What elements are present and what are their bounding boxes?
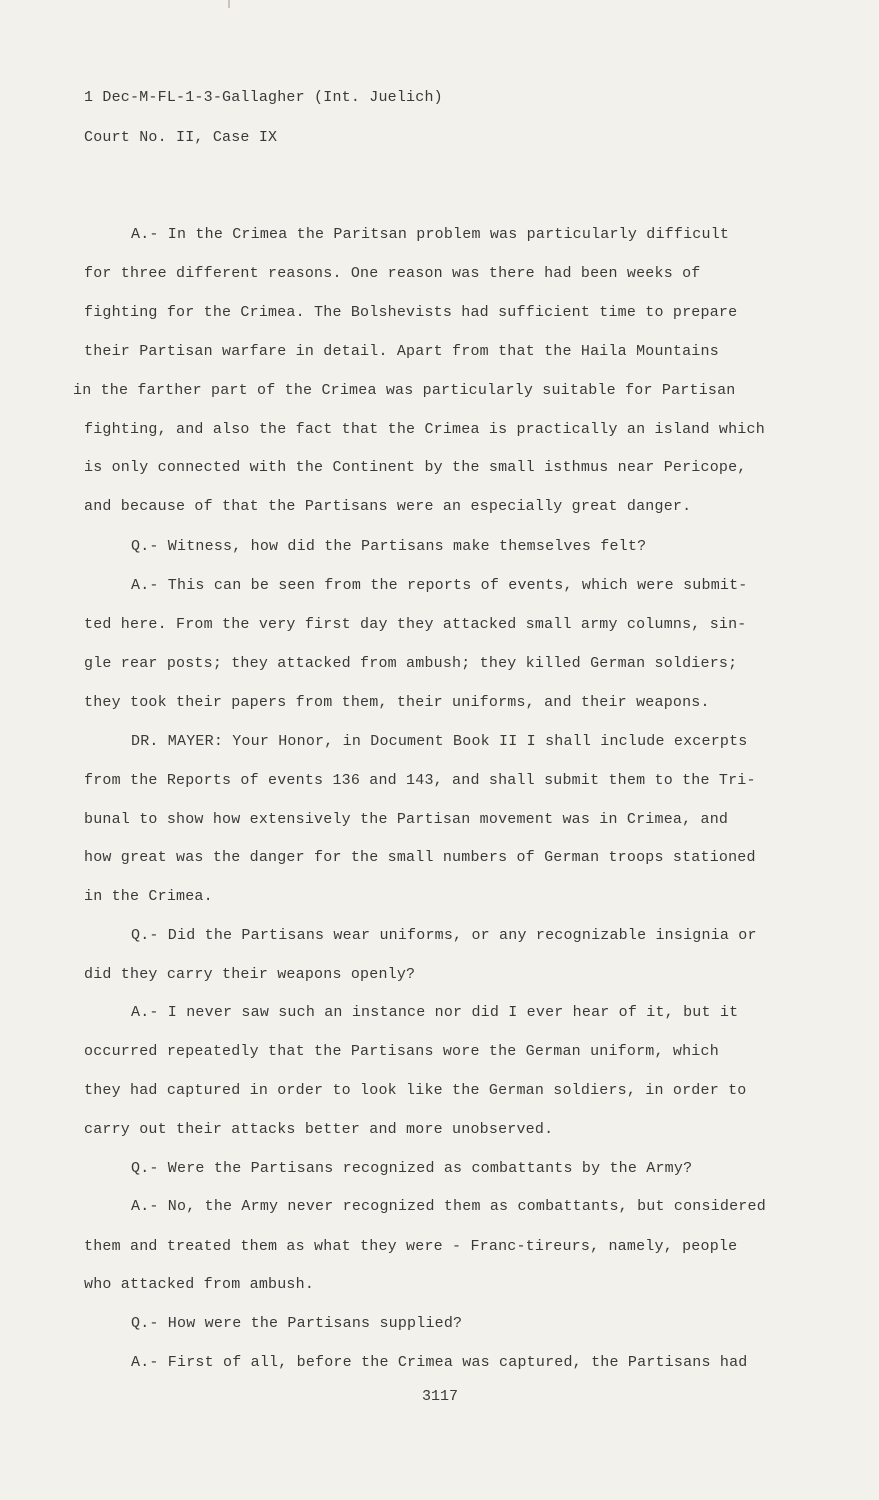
transcript-line: for three different reasons. One reason was there had been weeks of <box>84 265 701 282</box>
transcript-line: they had captured in order to look like the German soldiers, in order to <box>84 1082 747 1099</box>
transcript-line: bunal to show how extensively the Partisan movement was in Crimea, and <box>84 811 729 828</box>
transcript-line: in the Crimea. <box>84 888 213 905</box>
transcript-line: occurred repeatedly that the Partisans wore the German uniform, which <box>84 1043 719 1060</box>
transcript-line: how great was the danger for the small numbers of German troops stationed <box>84 849 756 866</box>
transcript-line: Q.- Did the Partisans wear uniforms, or any recognizable insignia or <box>131 927 757 944</box>
page-mark <box>228 0 230 8</box>
transcript-line: is only connected with the Continent by the small isthmus near Pericope, <box>84 459 747 476</box>
transcript-line: A.- No, the Army never recognized them as combattants, but considered <box>131 1198 766 1215</box>
document-reference: 1 Dec-M-FL-1-3-Gallagher (Int. Juelich) <box>84 89 443 106</box>
transcript-line: carry out their attacks better and more unobserved. <box>84 1121 554 1138</box>
transcript-line: them and treated them as what they were - Franc-tireurs, namely, people <box>84 1238 738 1255</box>
transcript-line: from the Reports of events 136 and 143, and shall submit them to the Tri- <box>84 772 756 789</box>
transcript-line: A.- First of all, before the Crimea was captured, the Partisans had <box>131 1354 748 1371</box>
transcript-line: A.- In the Crimea the Paritsan problem was particularly difficult <box>131 226 730 243</box>
transcript-line: Q.- Were the Partisans recognized as combattants by the Army? <box>131 1160 693 1177</box>
transcript-line: gle rear posts; they attacked from ambush; they killed German soldiers; <box>84 655 738 672</box>
transcript-line: did they carry their weapons openly? <box>84 966 416 983</box>
transcript-line: A.- I never saw such an instance nor did I ever hear of it, but it <box>131 1004 739 1021</box>
transcript-line: ted here. From the very first day they attacked small army columns, sin- <box>84 616 747 633</box>
page-number: 3117 <box>422 1388 459 1405</box>
transcript-line: their Partisan warfare in detail. Apart from that the Haila Mountains <box>84 343 719 360</box>
transcript-line: they took their papers from them, their uniforms, and their weapons. <box>84 694 710 711</box>
transcript-line: Q.- How were the Partisans supplied? <box>131 1315 463 1332</box>
transcript-line: and because of that the Partisans were an especially great danger. <box>84 498 692 515</box>
court-case-line: Court No. II, Case IX <box>84 129 278 146</box>
transcript-line: in the farther part of the Crimea was particularly suitable for Partisan <box>73 382 736 399</box>
transcript-line: A.- This can be seen from the reports of events, which were submit- <box>131 577 748 594</box>
transcript-line: Q.- Witness, how did the Partisans make themselves felt? <box>131 538 647 555</box>
transcript-line: fighting for the Crimea. The Bolshevists had sufficient time to prepare <box>84 304 738 321</box>
transcript-line: fighting, and also the fact that the Crimea is practically an island which <box>84 421 765 438</box>
transcript-line: who attacked from ambush. <box>84 1276 315 1293</box>
transcript-line: DR. MAYER: Your Honor, in Document Book II I shall include excerpts <box>131 733 748 750</box>
